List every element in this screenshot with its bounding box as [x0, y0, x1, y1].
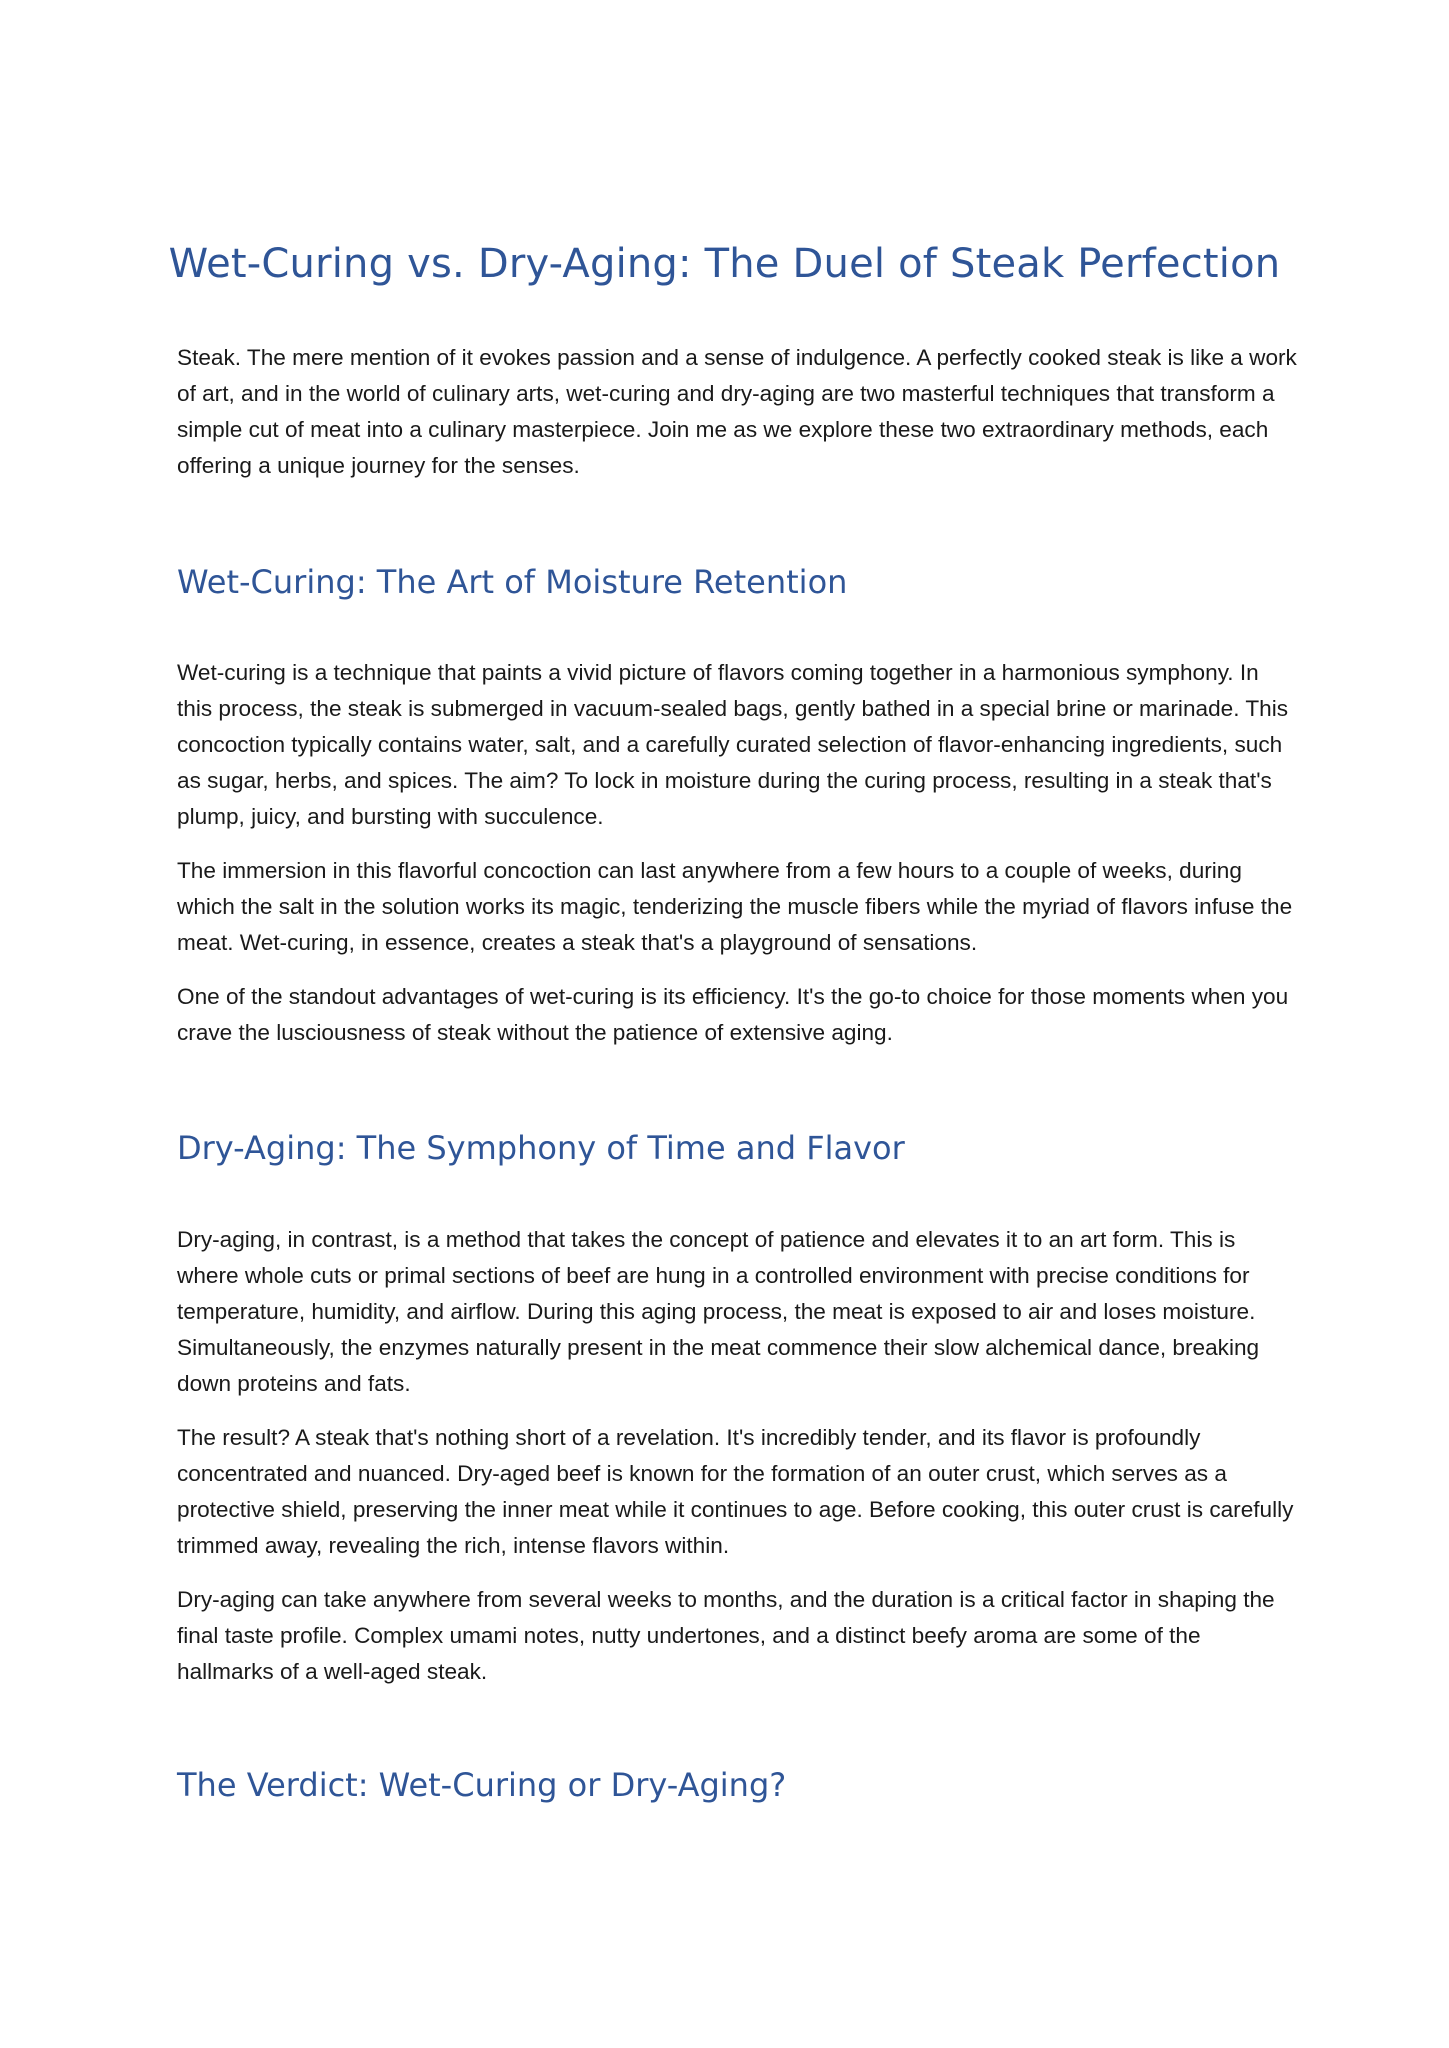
intro-paragraph: Steak. The mere mention of it evokes passion and a sense of indulgence. A perfectly cooked steak is like a work of art, and in the world of culinary arts, wet-curing and dry-aging are two masterful techniques that transform a simple cut of meat into a culinary masterpiece. Join me as we explore these two extraordinary methods, each offering a unique journey for the senses.: [177, 345, 1297, 478]
section-heading-wet-curing: Wet-Curing: The Art of Moisture Retention: [177, 563, 848, 601]
document-title: Wet-Curing vs. Dry-Aging: The Duel of Steak Perfection: [168, 241, 1281, 287]
section-heading-dry-aging: Dry-Aging: The Symphony of Time and Flavor: [177, 1129, 905, 1167]
dry-aging-paragraph-3: Dry-aging can take anywhere from several weeks to months, and the duration is a critical factor in shaping the final taste profile. Complex umami notes, nutty undertones, and a distinct beefy aroma are some of the hallmarks of a well-aged steak.: [177, 1587, 1275, 1684]
section-heading-verdict: The Verdict: Wet-Curing or Dry-Aging?: [177, 1766, 787, 1804]
wet-curing-paragraph-3: One of the standout advantages of wet-curing is its efficiency. It's the go-to choice for those moments when you crave the lusciousness of steak without the patience of extensive aging.: [177, 984, 1289, 1045]
wet-curing-paragraph-1: Wet-curing is a technique that paints a vivid picture of flavors coming together in a harmonious symphony. In this process, the steak is submerged in vacuum-sealed bags, gently bathed in a special brine or marinade. This concoction typically contains water, salt, and a carefully curated selection of flavor-enhancing ingredients, such as sugar, herbs, and spices. The aim? To lock in moisture during the curing process, resulting in a steak that's plump, juicy, and bursting with succulence.: [177, 660, 1289, 829]
wet-curing-paragraph-2: The immersion in this flavorful concoction can last anywhere from a few hours to a couple of weeks, during which the salt in the solution works its magic, tenderizing the muscle fibers while the myriad of flavors infuse the meat. Wet-curing, in essence, creates a steak that's a playground of sensations.: [177, 858, 1293, 955]
dry-aging-paragraph-1: Dry-aging, in contrast, is a method that takes the concept of patience and elevates it to an art form. This is where whole cuts or primal sections of beef are hung in a controlled environment with precise conditions for temperature, humidity, and airflow. During this aging process, the meat is exposed to air and loses moisture. Simultaneously, the enzymes naturally present in the meat commence their slow alchemical dance, breaking down proteins and fats.: [177, 1227, 1260, 1396]
dry-aging-paragraph-2: The result? A steak that's nothing short of a revelation. It's incredibly tender, and its flavor is profoundly concentrated and nuanced. Dry-aged beef is known for the formation of an outer crust, which serves as a protective shield, preserving the inner meat while it continues to age. Before cooking, this outer crust is carefully trimmed away, revealing the rich, intense flavors within.: [177, 1425, 1294, 1558]
